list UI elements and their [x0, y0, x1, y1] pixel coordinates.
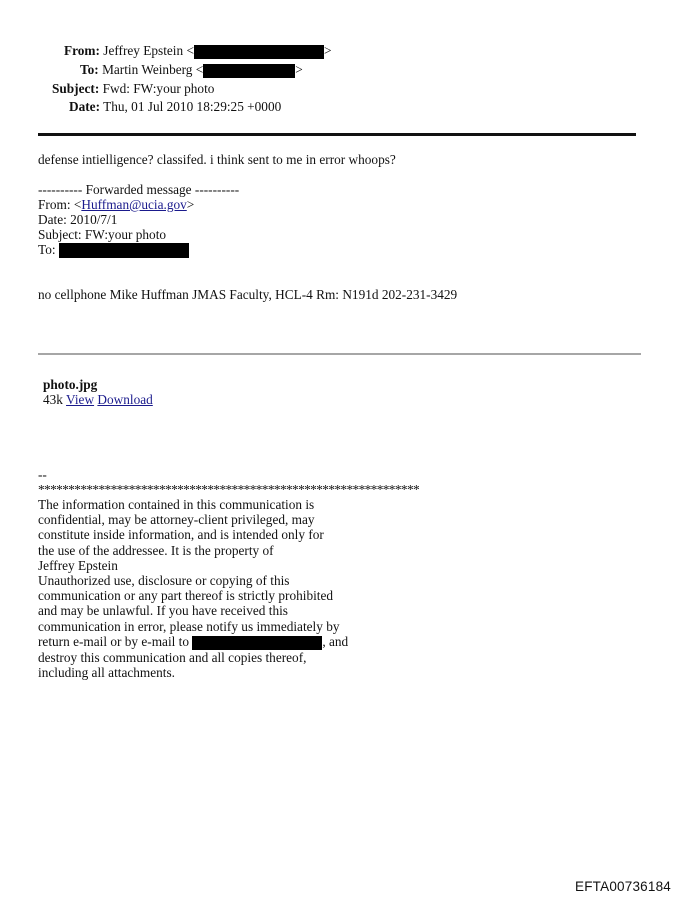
bates-number: EFTA00736184: [575, 879, 671, 894]
from-value: Jeffrey Epstein <: [103, 43, 194, 58]
disclaimer-line: communication or any part thereof is strictly prohibited: [38, 588, 334, 604]
download-link[interactable]: Download: [97, 392, 153, 407]
header-subject-row: [52, 80, 214, 98]
message-body: defense intielligence? classifed. i think sent to me in error whoops?: [38, 152, 396, 167]
header-from-row: [64, 42, 331, 60]
confidentiality-disclaimer: [38, 497, 348, 680]
redaction-box: [59, 243, 189, 258]
disclaimer-line: destroy this communication and all copies thereof,: [38, 649, 307, 665]
disclaimer-text: return e-mail or by e-mail to: [38, 633, 193, 649]
forwarded-from-label: From: <: [38, 197, 82, 212]
forwarded-divider: ---------- Forwarded message ----------: [38, 182, 240, 197]
disclaimer-line: Jeffrey Epstein: [38, 557, 118, 573]
from-close: >: [323, 43, 332, 58]
disclaimer-text: , and: [322, 633, 349, 649]
star-separator: ***************************************************************: [38, 482, 420, 497]
date-label: Date:: [69, 99, 101, 114]
to-close: >: [295, 62, 303, 77]
disclaimer-line: confidential, may be attorney-client privileged, may: [38, 512, 315, 528]
forwarded-to-label: To:: [38, 242, 56, 257]
to-label: To:: [80, 62, 99, 77]
redaction-box: [194, 45, 324, 59]
forwarded-from: [38, 197, 194, 212]
disclaimer-line: including all attachments.: [38, 664, 175, 680]
forwarded-from-email-link[interactable]: Huffman@ucia.gov: [81, 197, 187, 212]
subject-label: Subject:: [52, 81, 100, 96]
forwarded-to: [38, 242, 189, 258]
disclaimer-line: Unauthorized use, disclosure or copying of this: [38, 573, 290, 589]
attachment-divider: [38, 353, 641, 355]
forwarded-date: Date: 2010/7/1: [38, 212, 118, 227]
header-to-row: [80, 61, 303, 79]
disclaimer-line: communication in error, please notify us immediately by: [38, 618, 340, 634]
attachment-size: 43k: [43, 392, 63, 407]
redaction-box: [203, 64, 295, 78]
disclaimer-line: constitute inside information, and is intended only for: [38, 527, 324, 543]
disclaimer-line: and may be unlawful. If you have received this: [38, 603, 288, 619]
redaction-box: [192, 636, 322, 650]
disclaimer-line: The information contained in this communication is: [38, 497, 315, 512]
disclaimer-line: the use of the addressee. It is the property of: [38, 542, 274, 558]
signature-dash: --: [38, 467, 47, 482]
date-value: Thu, 01 Jul 2010 18:29:25 +0000: [103, 99, 282, 114]
header-date-row: [69, 98, 281, 116]
from-label: From:: [64, 43, 100, 58]
header-divider: [38, 133, 636, 136]
forwarded-from-close: >: [186, 197, 195, 212]
attachment-filename: photo.jpg: [43, 377, 98, 392]
attachment-actions: [43, 392, 153, 407]
signature-line: no cellphone Mike Huffman JMAS Faculty, HCL-4 Rm: N191d 202-231-3429: [38, 287, 458, 302]
disclaimer-line-redacted: [38, 634, 348, 650]
forwarded-subject: Subject: FW:your photo: [38, 227, 167, 242]
to-value: Martin Weinberg <: [102, 62, 204, 77]
subject-value: Fwd: FW:your photo: [102, 81, 215, 96]
view-link[interactable]: View: [66, 392, 95, 407]
